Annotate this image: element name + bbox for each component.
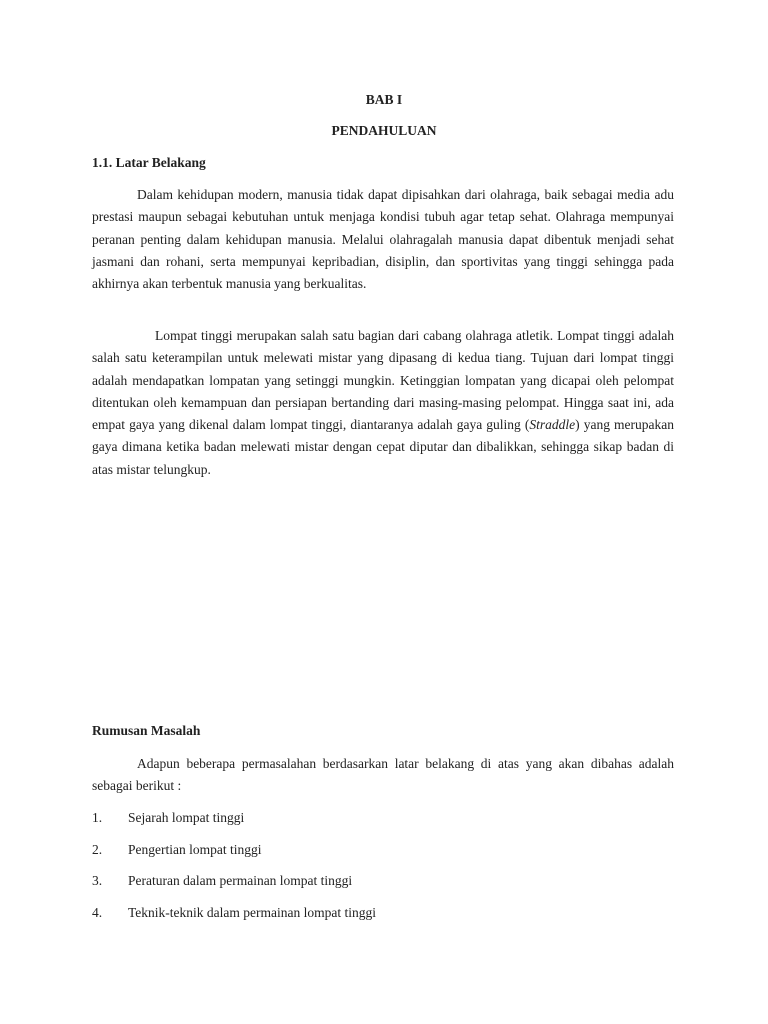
list-item-text: Pengertian lompat tinggi — [128, 841, 262, 857]
section-heading-rumusan-masalah: Rumusan Masalah — [92, 723, 201, 738]
chapter-title: PENDAHULUAN — [331, 123, 437, 138]
background-paragraph-1: Dalam kehidupan modern, manusia tidak dapat dipisahkan dari olahraga, baik sebagai media adu prestasi maupun sebagai kebutuhan untuk menjaga kondisi tubuh agar tetap sehat. Olahraga mempunyai peranan penting dalam kehidupan manusia. Melalui olahragalah manusia dapat dibentuk menjadi sehat jasmani dan rohani, serta mempunyai kepribadian, disiplin, dan sportivitas yang tinggi sehingga pada akhirnya akan terbentuk manusia yang berkualitas. — [92, 187, 674, 292]
chapter-number: BAB I — [365, 92, 403, 107]
list-item-number: 1. — [92, 810, 103, 825]
paragraph-2-text-start: Lompat tinggi merupakan salah satu bagian dari cabang olahraga atletik. Lompat tinggi adalah salah satu keterampilan untuk melewati mistar yang dipasang di kedua tiang. Tujuan dari lompat tinggi adalah mendapatkan lompatan yang setinggi mungkin. Ketinggian lompatan yang dicapai oleh pelompat ditentukan oleh kemampuan dan persiapan bertanding dari masing-masing pelompat. Hingga saat ini, ada empat gaya yang dikenal dalam lompat tinggi, diantaranya adalah gaya guling ( — [92, 328, 674, 433]
list-item-number: 4. — [92, 904, 103, 920]
paragraph-2-text-end: ) yang merupakan gaya dimana ketika badan melewati mistar dengan cepat diputar dan dibalikkan, sehingga sikap badan di atas mistar telungkup. — [92, 417, 674, 477]
list-item-number: 2. — [92, 841, 103, 857]
background-paragraph-2 — [92, 325, 674, 481]
list-item-number: 3. — [92, 873, 103, 888]
problem-intro-paragraph: Adapun beberapa permasalahan berdasarkan latar belakang di atas yang akan dibahas adalah sebagai berikut : — [92, 756, 674, 794]
list-item-text: Teknik-teknik dalam permainan lompat tinggi — [128, 904, 376, 920]
list-item — [92, 873, 674, 905]
straddle-term: Straddle — [529, 417, 576, 433]
list-item-text: Peraturan dalam permainan lompat tinggi — [128, 873, 353, 888]
section-heading-latar-belakang: 1.1. Latar Belakang — [92, 155, 206, 170]
problem-list — [92, 810, 674, 936]
list-item — [92, 905, 674, 937]
list-item — [92, 810, 674, 842]
list-item-text: Sejarah lompat tinggi — [128, 810, 245, 825]
list-item — [92, 842, 674, 874]
